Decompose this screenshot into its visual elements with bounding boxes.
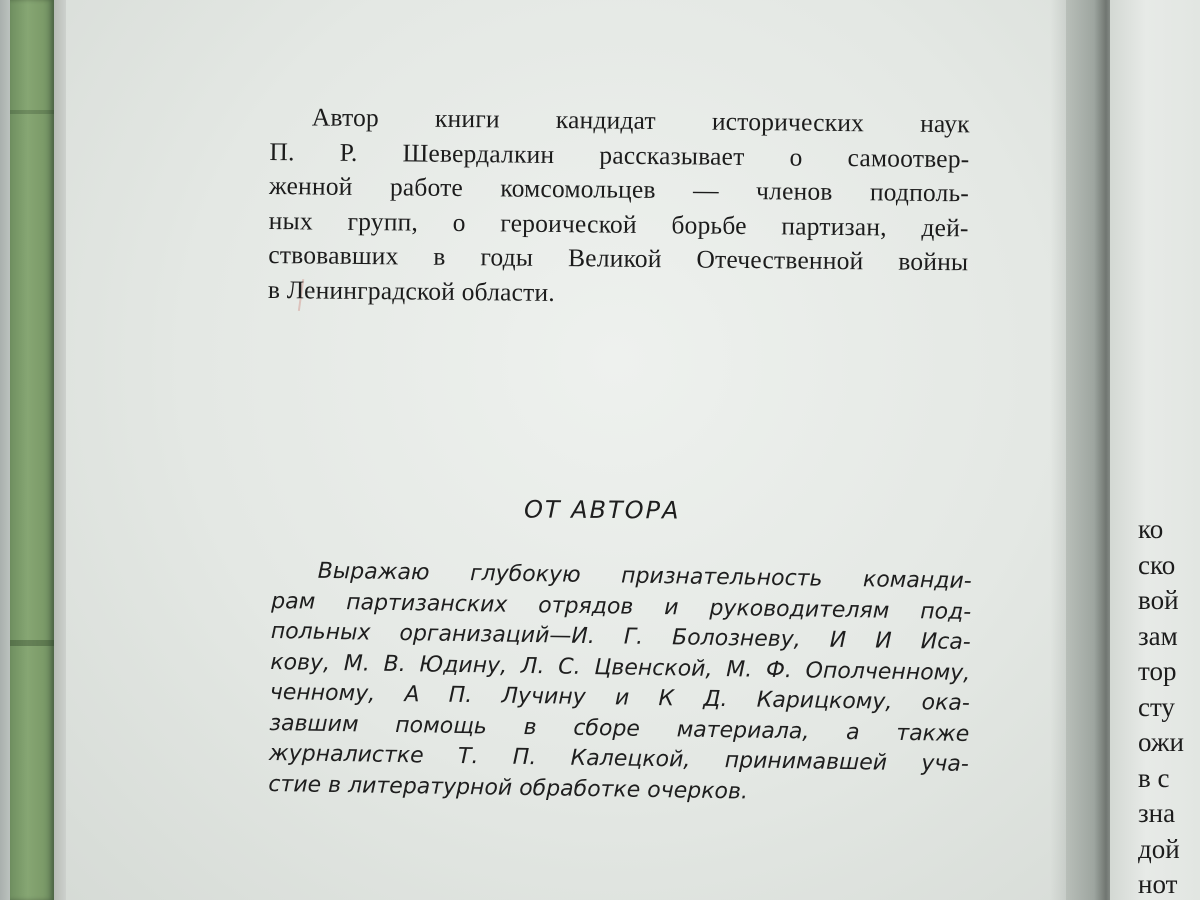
book-spine (10, 0, 54, 900)
annotation-line: в Ленинградской области. (267, 274, 556, 307)
foreword-line: стие в литературной обработке очерков. (268, 771, 749, 805)
right-page-fragment: дой (1138, 833, 1180, 864)
foreword-text (268, 556, 972, 811)
foreword-line: завшим помощь в сборе материала, а также (269, 710, 970, 747)
annotation-line: ствовавших в годы Великой Отечественной войны (268, 239, 969, 277)
foreword-heading: ОТ АВТОРА (523, 495, 681, 525)
foreword-line: польных организаций—И. Г. Болозневу, И И Иса- (270, 618, 971, 655)
annotation-line: ных групп, о героической борьбе партизан, дей- (268, 205, 969, 242)
foreword-line: Выражаю глубокую признательность команди- (317, 558, 972, 594)
right-page-fragment: сту (1138, 691, 1175, 722)
foreword-line: журналистке Т. П. Калецкой, принимавшей уча- (268, 740, 970, 777)
right-page-fragment: зна (1138, 798, 1176, 828)
right-page-fragment: нот (1138, 869, 1178, 899)
foreword-line: ченному, А П. Лучину и К Д. Карицкому, ока- (269, 679, 970, 716)
right-page-fragment: в с (1138, 762, 1170, 793)
right-page-fragment: вой (1138, 585, 1179, 615)
annotation-line: П. Р. Шевердалкин рассказывает о самоотвер- (269, 136, 970, 173)
annotation-line: женной работе комсомольцев — членов подполь- (268, 170, 970, 208)
foreword-line: рам партизанских отрядов и руководителям под- (271, 588, 972, 625)
right-page-fragment: ожи (1138, 727, 1184, 757)
right-page-fragment: ко (1138, 514, 1164, 544)
right-page-fragment: тор (1138, 656, 1177, 686)
right-page-fragment: зам (1138, 620, 1178, 651)
right-page-text (1138, 512, 1200, 900)
book-annotation (268, 100, 970, 314)
right-page-fragment: ско (1138, 549, 1176, 580)
foreword-line: кову, М. В. Юдину, Л. С. Цвенской, М. Ф. Ополченному, (270, 649, 971, 686)
annotation-line: Автор книги кандидат исторических наук (311, 102, 970, 139)
